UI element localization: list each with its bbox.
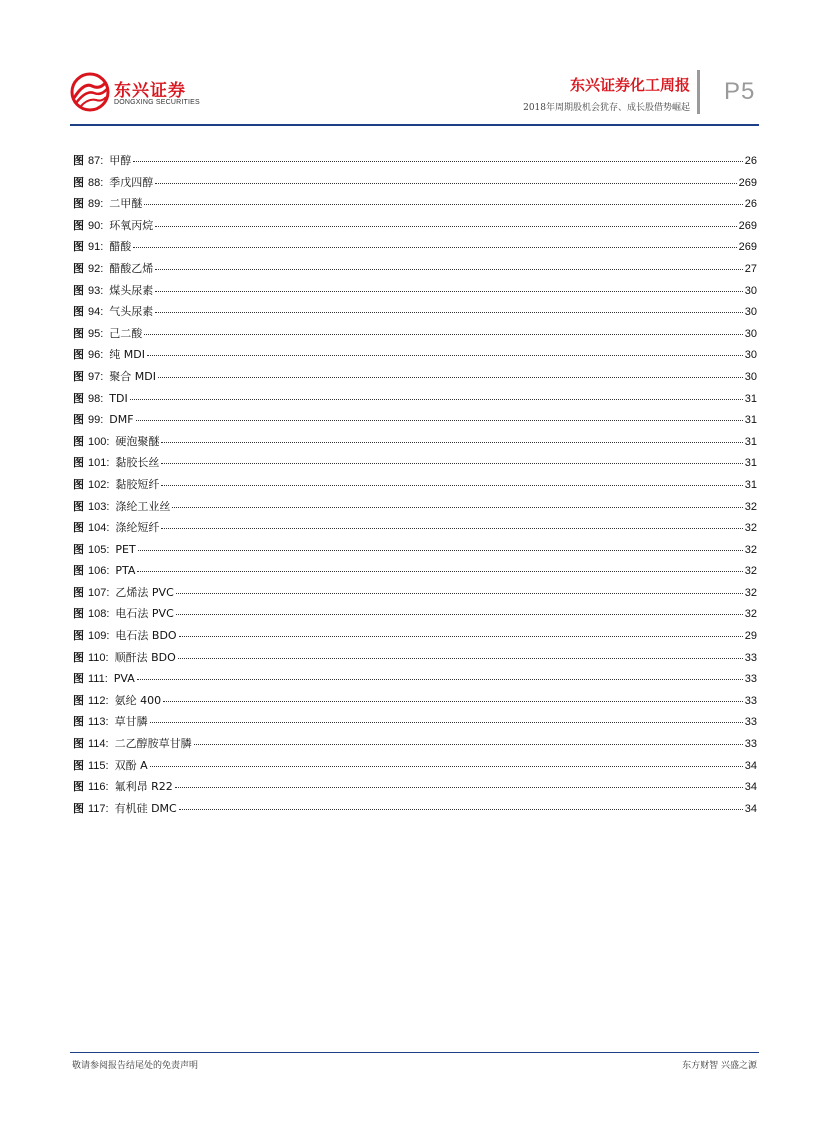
toc-entry-title: 环氧丙烷	[109, 218, 154, 232]
toc-entry-page: 269	[738, 241, 757, 254]
toc-entry[interactable]	[73, 519, 757, 541]
toc-entry-number: 105:	[88, 543, 110, 556]
toc-entry-prefix: 图	[73, 240, 84, 254]
toc-entry[interactable]	[73, 260, 757, 282]
toc-entry-number: 99:	[88, 414, 104, 427]
toc-leader-dots	[161, 528, 742, 529]
header-rule	[70, 124, 759, 126]
toc-leader-dots	[155, 269, 742, 270]
toc-leader-dots	[136, 420, 743, 421]
toc-leader-dots	[150, 766, 743, 767]
toc-entry-number: 96:	[88, 349, 104, 362]
toc-entry-page: 32	[744, 586, 757, 599]
toc-entry[interactable]	[73, 433, 757, 455]
toc-entry-page: 269	[738, 219, 757, 232]
toc-entry-page: 32	[744, 565, 757, 578]
toc-entry-prefix: 图	[73, 218, 84, 232]
toc-entry-number: 90:	[88, 219, 104, 232]
toc-entry-prefix: 图	[73, 305, 84, 319]
toc-entry-title: 纯 MDI	[109, 348, 145, 362]
toc-leader-dots	[144, 334, 742, 335]
toc-entry-prefix: 图	[73, 521, 84, 535]
toc-leader-dots	[133, 247, 736, 248]
toc-entry-number: 102:	[88, 478, 110, 491]
toc-entry-page: 30	[744, 349, 757, 362]
toc-entry-prefix: 图	[73, 477, 84, 491]
toc-entry-prefix: 图	[73, 456, 84, 470]
toc-entry-title: 煤头尿素	[109, 283, 154, 297]
toc-leader-dots	[155, 312, 742, 313]
toc-entry[interactable]	[73, 778, 757, 800]
toc-leader-dots	[179, 636, 743, 637]
toc-entry-title: 有机硅 DMC	[114, 801, 177, 815]
toc-entry-prefix: 图	[73, 326, 84, 340]
toc-entry-prefix: 图	[73, 801, 84, 815]
toc-entry-page: 31	[744, 435, 757, 448]
toc-entry-page: 33	[744, 694, 757, 707]
toc-entry-page: 33	[744, 738, 757, 751]
toc-entry-title: 季戊四醇	[109, 175, 154, 189]
logo-emblem-icon	[70, 72, 110, 112]
toc-entry[interactable]	[73, 692, 757, 714]
toc-entry-number: 93:	[88, 284, 104, 297]
toc-entry-page: 26	[744, 155, 757, 167]
toc-entry-page: 30	[744, 370, 757, 383]
logo-english-text: DONGXING SECURITIES	[114, 99, 200, 106]
toc-entry-prefix: 图	[73, 693, 84, 707]
toc-entry-title: 硬泡聚醚	[115, 434, 160, 448]
toc-entry[interactable]	[73, 325, 757, 347]
toc-entry-prefix: 图	[73, 348, 84, 362]
toc-entry-page: 34	[744, 759, 757, 772]
toc-entry[interactable]	[73, 390, 757, 412]
toc-leader-dots	[163, 701, 743, 702]
toc-entry-title: TDI	[109, 391, 128, 405]
toc-entry-prefix: 图	[73, 261, 84, 275]
toc-entry-title: 顺酐法 BDO	[114, 650, 176, 664]
toc-entry-prefix: 图	[73, 175, 84, 189]
toc-leader-dots	[155, 226, 736, 227]
toc-entry[interactable]	[73, 152, 757, 174]
toc-entry-page: 30	[744, 306, 757, 319]
toc-leader-dots	[179, 809, 743, 810]
toc-entry-title: 电石法 PVC	[115, 607, 174, 621]
toc-entry-title: 双酚 A	[114, 758, 148, 772]
toc-entry-prefix: 图	[73, 758, 84, 772]
toc-entry-title: 涤纶工业丝	[115, 499, 171, 513]
toc-entry-page: 32	[744, 608, 757, 621]
toc-entry-title: PTA	[115, 564, 136, 578]
toc-entry-number: 95:	[88, 327, 104, 340]
header-divider	[697, 70, 700, 114]
toc-leader-dots	[155, 291, 742, 292]
toc-leader-dots	[158, 377, 743, 378]
toc-entry-number: 101:	[88, 457, 110, 470]
toc-entry-title: 聚合 MDI	[109, 369, 156, 383]
toc-entry-number: 108:	[88, 608, 110, 621]
toc-entry[interactable]	[73, 498, 757, 520]
toc-entry-page: 32	[744, 500, 757, 513]
footer-slogan: 东方财智 兴盛之源	[682, 1061, 757, 1071]
toc-leader-dots	[155, 183, 736, 184]
toc-entry-prefix: 图	[73, 629, 84, 643]
report-subtitle: 2018年周期股机会犹存、成长股借势崛起	[523, 103, 690, 113]
toc-entry-prefix: 图	[73, 413, 84, 427]
toc-leader-dots	[161, 485, 742, 486]
toc-entry-page: 30	[744, 327, 757, 340]
toc-entry-page: 34	[744, 802, 757, 815]
toc-entry-prefix: 图	[73, 672, 84, 686]
toc-leader-dots	[176, 614, 743, 615]
toc-entry-title: 电石法 BDO	[115, 629, 177, 643]
toc-entry-title: 氟利昂 R22	[114, 780, 173, 794]
toc-entry[interactable]	[73, 541, 757, 563]
toc-entry-page: 30	[744, 284, 757, 297]
toc-entry-number: 87:	[88, 155, 104, 167]
toc-entry-title: 草甘膦	[114, 715, 148, 729]
toc-entry-title: 醋酸	[109, 240, 132, 254]
toc-entry-page: 26	[744, 198, 757, 211]
toc-entry-title: 醋酸乙烯	[109, 261, 154, 275]
toc-entry-number: 104:	[88, 522, 110, 535]
toc-leader-dots	[150, 722, 743, 723]
toc-entry-title: 涤纶短纤	[115, 521, 160, 535]
toc-entry-number: 92:	[88, 262, 104, 275]
toc-entry-page: 33	[744, 673, 757, 686]
toc-entry[interactable]	[73, 605, 757, 627]
toc-entry-number: 115:	[88, 759, 109, 772]
toc-entry[interactable]	[73, 454, 757, 476]
toc-entry-number: 113:	[88, 716, 109, 729]
company-logo	[70, 72, 200, 116]
toc-entry-title: PVA	[113, 672, 135, 686]
toc-entry-page: 269	[738, 176, 757, 189]
toc-entry-prefix: 图	[73, 197, 84, 211]
toc-entry[interactable]	[73, 649, 757, 671]
toc-entry-page: 33	[744, 651, 757, 664]
toc-entry-prefix: 图	[73, 715, 84, 729]
toc-entry-prefix: 图	[73, 499, 84, 513]
toc-entry-title: 黏胶短纤	[115, 477, 160, 491]
toc-leader-dots	[137, 679, 743, 680]
toc-entry-number: 109:	[88, 630, 110, 643]
toc-entry-title: 黏胶长丝	[115, 456, 160, 470]
toc-entry-title: 二甲醚	[109, 197, 143, 211]
toc-entry-prefix: 图	[73, 607, 84, 621]
toc-entry-page: 31	[744, 478, 757, 491]
toc-entry[interactable]	[73, 282, 757, 304]
toc-entry[interactable]	[73, 217, 757, 239]
toc-entry[interactable]	[73, 346, 757, 368]
toc-entry-number: 110:	[88, 651, 109, 664]
toc-entry-title: 气头尿素	[109, 305, 154, 319]
toc-leader-dots	[161, 463, 742, 464]
toc-entry-prefix: 图	[73, 780, 84, 794]
toc-leader-dots	[133, 161, 742, 162]
toc-entry[interactable]	[73, 627, 757, 649]
figure-list	[73, 152, 757, 821]
toc-entry-title: DMF	[109, 413, 134, 427]
toc-leader-dots	[175, 787, 743, 788]
toc-entry-number: 103:	[88, 500, 110, 513]
toc-entry-page: 34	[744, 781, 757, 794]
toc-entry-page: 29	[744, 630, 757, 643]
toc-entry-page: 27	[744, 262, 757, 275]
toc-entry-title: PET	[115, 542, 136, 556]
toc-entry[interactable]	[73, 757, 757, 779]
toc-entry-prefix: 图	[73, 542, 84, 556]
toc-entry[interactable]	[73, 713, 757, 735]
toc-leader-dots	[178, 658, 743, 659]
toc-leader-dots	[176, 593, 743, 594]
toc-entry-number: 100:	[88, 435, 110, 448]
toc-entry-page: 31	[744, 457, 757, 470]
toc-entry[interactable]	[73, 368, 757, 390]
toc-entry-title: 乙烯法 PVC	[115, 585, 174, 599]
toc-entry-number: 112:	[88, 694, 109, 707]
toc-entry-number: 114:	[88, 738, 109, 751]
toc-entry[interactable]	[73, 670, 757, 692]
toc-leader-dots	[172, 507, 742, 508]
toc-leader-dots	[144, 204, 742, 205]
toc-entry-number: 106:	[88, 565, 110, 578]
toc-entry-prefix: 图	[73, 564, 84, 578]
footer-rule	[70, 1052, 759, 1053]
toc-entry-prefix: 图	[73, 434, 84, 448]
toc-entry-prefix: 图	[73, 391, 84, 405]
toc-entry[interactable]	[73, 303, 757, 325]
toc-entry-page: 33	[744, 716, 757, 729]
toc-leader-dots	[161, 442, 742, 443]
toc-leader-dots	[138, 550, 743, 551]
toc-entry[interactable]	[73, 800, 757, 822]
toc-entry-prefix: 图	[73, 283, 84, 297]
toc-entry[interactable]	[73, 411, 757, 433]
toc-entry-page: 32	[744, 522, 757, 535]
toc-entry-prefix: 图	[73, 650, 84, 664]
toc-entry-title: 己二酸	[109, 326, 143, 340]
page-header	[0, 0, 827, 128]
toc-entry-number: 94:	[88, 306, 104, 319]
toc-entry-title: 二乙醇胺草甘膦	[114, 737, 192, 751]
toc-entry-number: 88:	[88, 176, 104, 189]
toc-entry-prefix: 图	[73, 369, 84, 383]
toc-leader-dots	[137, 571, 742, 572]
toc-entry-number: 107:	[88, 586, 110, 599]
toc-entry[interactable]	[73, 476, 757, 498]
toc-entry-page: 32	[744, 543, 757, 556]
toc-entry[interactable]	[73, 562, 757, 584]
report-title: 东兴证券化工周报	[569, 76, 690, 94]
toc-entry[interactable]	[73, 238, 757, 260]
toc-entry-prefix: 图	[73, 154, 84, 167]
toc-entry-page: 31	[744, 392, 757, 405]
page-number: P5	[724, 78, 756, 105]
toc-entry-title: 氨纶 400	[114, 693, 162, 707]
toc-entry[interactable]	[73, 195, 757, 217]
toc-leader-dots	[147, 355, 743, 356]
toc-leader-dots	[130, 399, 743, 400]
logo-chinese-text: 东兴证券	[114, 81, 186, 101]
toc-leader-dots	[194, 744, 743, 745]
toc-entry[interactable]	[73, 735, 757, 757]
toc-entry-number: 97:	[88, 370, 104, 383]
toc-entry-prefix: 图	[73, 737, 84, 751]
toc-entry-prefix: 图	[73, 585, 84, 599]
toc-entry-number: 111:	[88, 673, 108, 686]
toc-entry-number: 89:	[88, 198, 104, 211]
toc-entry[interactable]	[73, 584, 757, 606]
toc-entry-title: 甲醇	[109, 154, 132, 167]
toc-entry-number: 91:	[88, 241, 104, 254]
toc-entry[interactable]	[73, 174, 757, 196]
toc-entry-number: 116:	[88, 781, 109, 794]
toc-entry-page: 31	[744, 414, 757, 427]
toc-entry-number: 98:	[88, 392, 104, 405]
footer-disclaimer: 敬请参阅报告结尾处的免责声明	[72, 1061, 199, 1071]
toc-entry-number: 117:	[88, 802, 109, 815]
